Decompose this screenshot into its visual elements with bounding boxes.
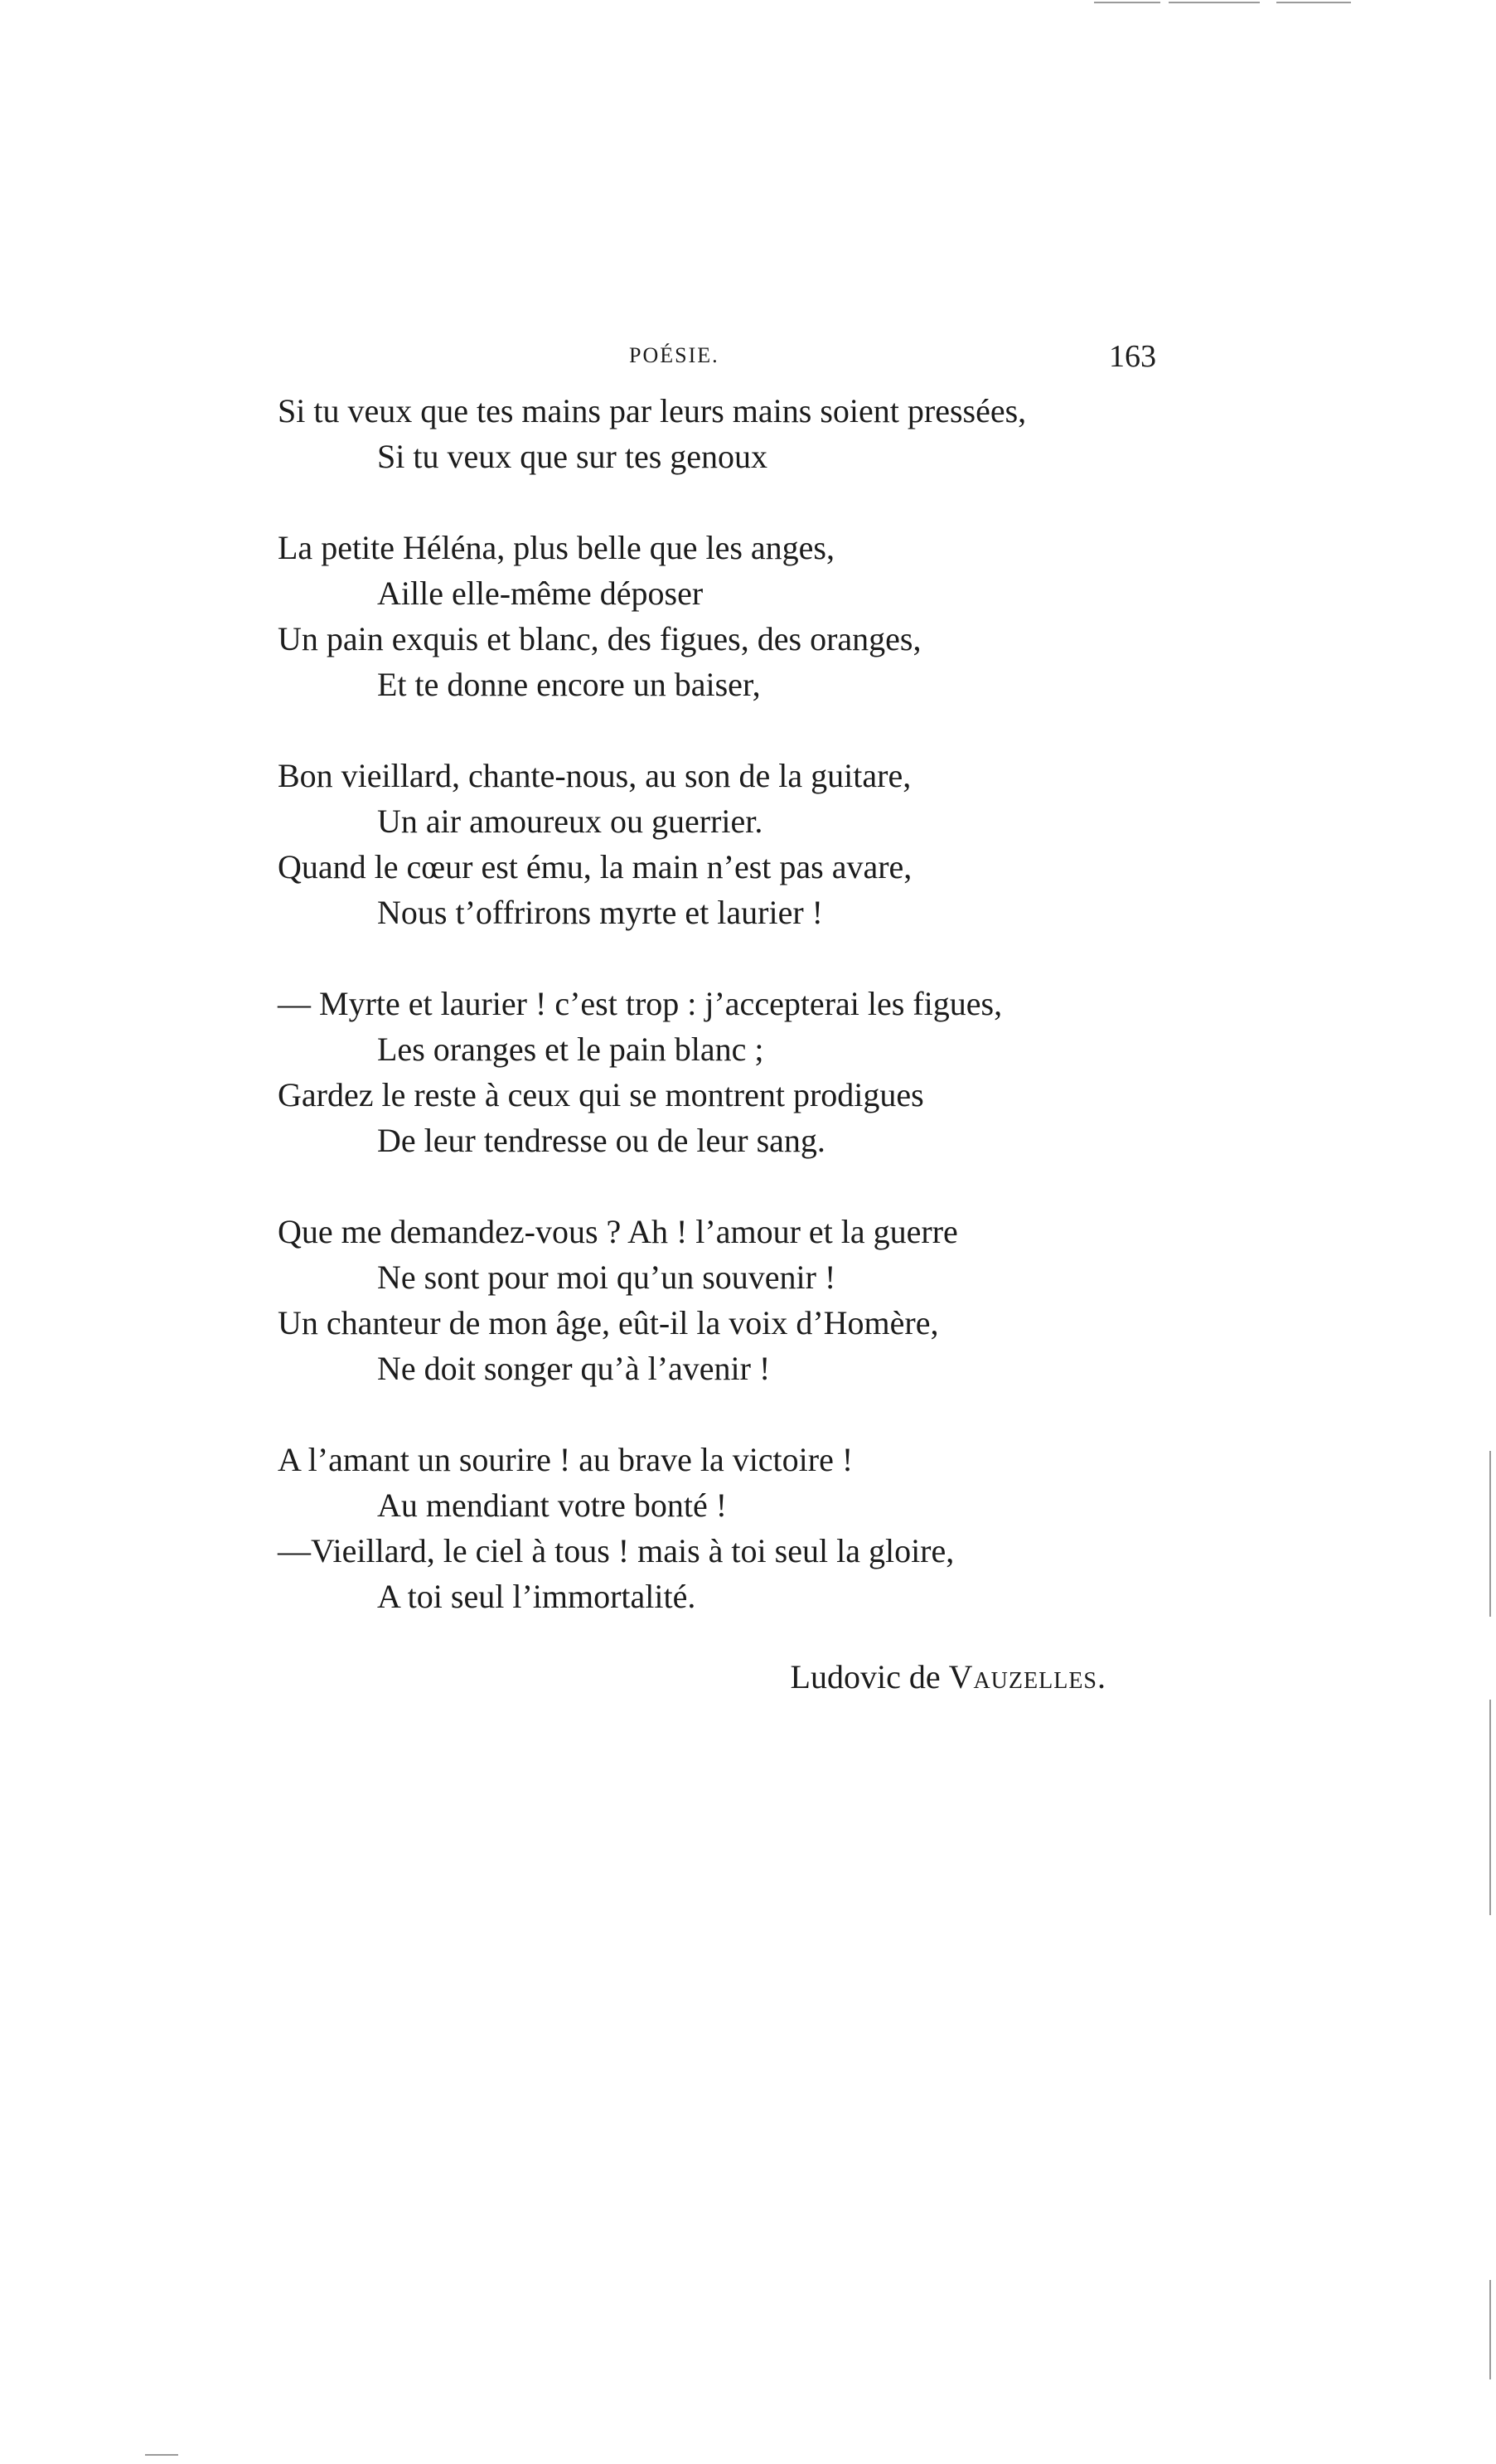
scan-mark (1094, 2, 1160, 3)
verse-line: Nous t’offrirons myrte et laurier ! (377, 894, 823, 931)
running-title: POÉSIE. (629, 343, 719, 367)
verse-line: Aille elle-même déposer (377, 575, 704, 612)
verse-line: Un pain exquis et blanc, des figues, des oranges, (278, 620, 922, 657)
stanza (278, 525, 1173, 707)
verse-line: Quand le cœur est ému, la main n’est pas avare, (278, 848, 913, 885)
author-surname: Vauzelles. (948, 1658, 1106, 1695)
verse-line: Ne doit songer qu’à l’avenir ! (377, 1350, 771, 1387)
author-signature (791, 1654, 1106, 1700)
verse-line: Ne sont pour moi qu’un souvenir ! (377, 1259, 836, 1296)
stanza (278, 388, 1173, 479)
verse-line: Que me demandez-vous ? Ah ! l’amour et la guerre (278, 1213, 958, 1250)
verse-line: Gardez le reste à ceux qui se montrent prodigues (278, 1076, 924, 1113)
verse-line: Au mendiant votre bonté ! (377, 1487, 728, 1524)
author-first-name: Ludovic de (790, 1658, 941, 1695)
verse-line: —Vieillard, le ciel à tous ! mais à toi seul la gloire, (278, 1532, 955, 1569)
verse-line: A l’amant un sourire ! au brave la victoire ! (278, 1441, 854, 1478)
verse-line: Un chanteur de mon âge, eût-il la voix d’Homère, (278, 1304, 939, 1341)
verse-line: Un air amoureux ou guerrier. (377, 803, 763, 840)
scan-mark (1489, 2280, 1491, 2379)
stanza (278, 981, 1173, 1163)
verse-line: Si tu veux que sur tes genoux (377, 438, 768, 475)
poem (278, 388, 1173, 1665)
verse-line: A toi seul l’immortalité. (377, 1578, 696, 1615)
scan-mark (1276, 2, 1351, 3)
scan-mark (1169, 2, 1260, 3)
stanza (278, 1437, 1173, 1619)
verse-line: Bon vieillard, chante-nous, au son de la guitare, (278, 757, 912, 794)
verse-line: De leur tendresse ou de leur sang. (377, 1122, 825, 1159)
scan-mark (1489, 1700, 1491, 1915)
verse-line: La petite Héléna, plus belle que les anges, (278, 529, 835, 566)
verse-line: Et te donne encore un baiser, (377, 666, 761, 703)
scan-mark (145, 2454, 178, 2456)
page-number: 163 (1109, 339, 1156, 374)
verse-line: — Myrte et laurier ! c’est trop : j’accepterai les figues, (278, 985, 1003, 1022)
scan-mark (1489, 1451, 1491, 1617)
stanza (278, 753, 1173, 935)
running-head (278, 338, 1156, 380)
verse-line: Les oranges et le pain blanc ; (377, 1031, 764, 1068)
stanza (278, 1209, 1173, 1391)
verse-line: Si tu veux que tes mains par leurs mains soient pressées, (278, 392, 1027, 429)
